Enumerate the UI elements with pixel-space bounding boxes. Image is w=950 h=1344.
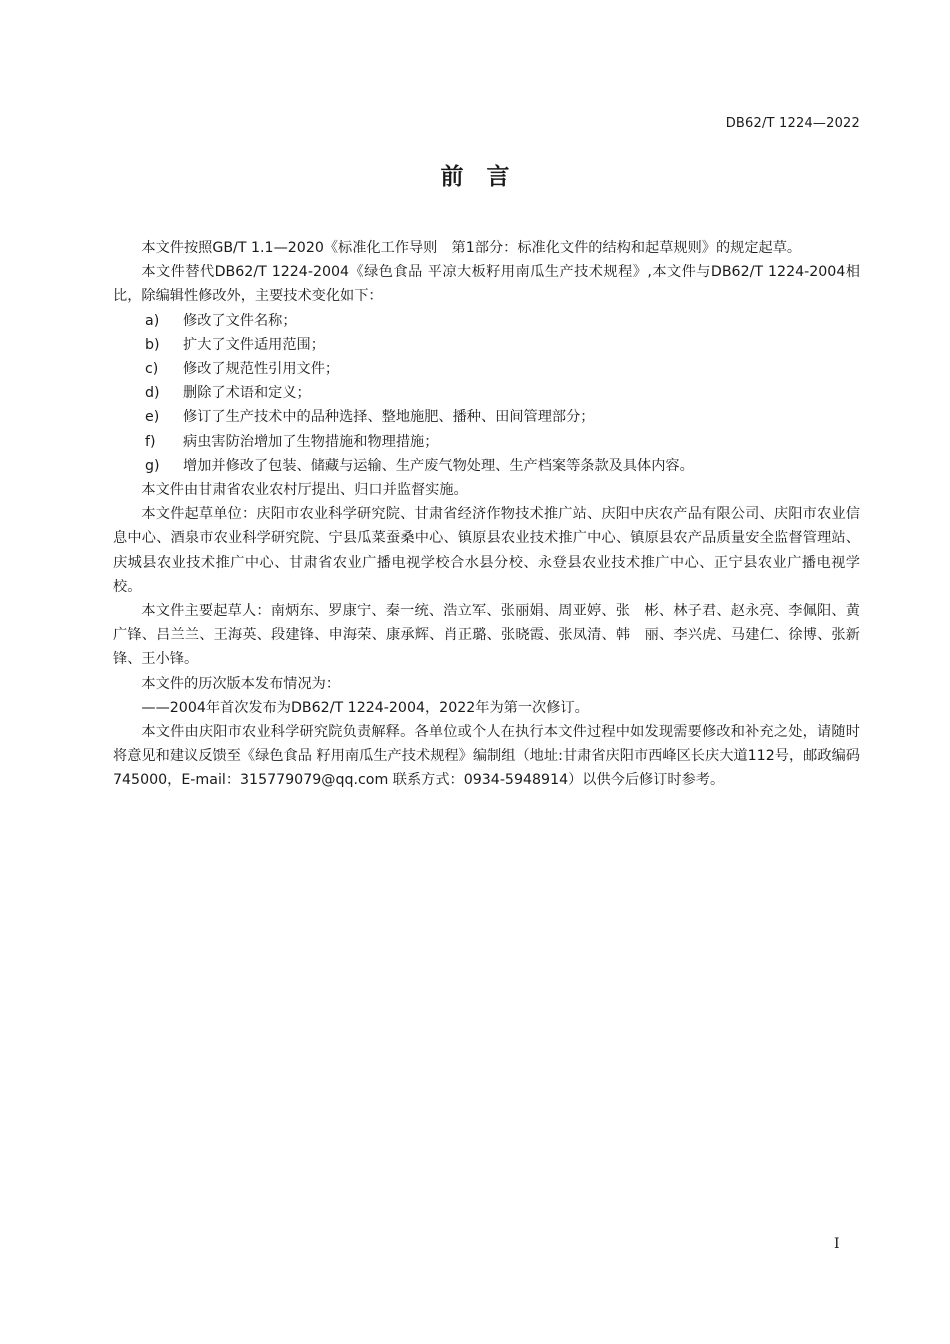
list-marker: a) [145,312,160,329]
list-item-text: 修改了规范性引用文件； [183,361,340,378]
list-marker: b) [145,336,160,353]
paragraph: 本文件由甘肃省农业农村厅提出、归口并监督实施。 [141,482,468,499]
list-item [113,333,860,357]
drafters-paragraph: 本文件主要起草人：南炳东、罗康宁、秦一统、浩立军、张丽娟、周亚婷、张 彬、林子君、赵永亮、李佩阳、黄广锋、吕兰兰、王海英、段建锋、申海荣、康承辉、肖正璐、张晓霞、张凤清、韩 丽、李兴虎、马建仁、徐博、张新锋、王小锋。 [113,603,860,668]
paragraph: 本文件替代DB62/T 1224-2004《绿色食品 平凉大板籽用南瓜生产技术规程》,本文件与DB62/T 1224-2004相比，除编辑性修改外，主要技术变化如下： [113,264,860,305]
paragraph: 本文件的历次版本发布情况为： [141,675,341,692]
document-code: DB62/T 1224—2022 [725,116,860,131]
list-item [113,454,860,478]
contact-paragraph: 本文件由庆阳市农业科学研究院负责解释。各单位或个人在执行本文件过程中如发现需要修改和补充之处，请随时将意见和建议反馈至《绿色食品 籽用南瓜生产技术规程》编制组（地址:甘肃省庆阳市西峰区长庆大道112号，邮政编码 745000，E-mail：315779079@qq.com 联系方式：0934-5948914）以供今后修订时参考。 [113,724,865,789]
list-item-text: 修改了文件名称； [183,312,297,329]
paragraph: 本文件按照GB/T 1.1—2020《标准化工作导则 第1部分：标准化文件的结构和起草规则》的规定起草。 [141,240,802,256]
list-item [113,309,860,333]
foreword-body [113,236,865,793]
drafting-units-paragraph: 本文件起草单位：庆阳市农业科学研究院、甘肃省经济作物技术推广站、庆阳中庆农产品有限公司、庆阳市农业信息中心、酒泉市农业科学研究院、宁县瓜菜蚕桑中心、镇原县农业技术推广中心、镇原县农产品质量安全监督管理站、庆城县农业技术推广中心、甘肃省农业广播电视学校合水县分校、永登县农业技术推广中心、正宁县农业广播电视学校。 [113,506,860,595]
list-item [113,381,860,405]
version-history-item: ——2004年首次发布为DB62/T 1224-2004，2022年为第一次修订。 [141,699,589,716]
list-item-text: 删除了术语和定义； [183,385,311,402]
list-item-text: 病虫害防治增加了生物措施和物理措施； [183,433,439,450]
page-title: 前 言 [440,164,510,190]
list-item-text: 修订了生产技术中的品种选择、整地施肥、播种、田间管理部分； [183,409,595,426]
list-item [113,430,860,454]
page-number: I [834,1236,840,1252]
list-marker: f) [145,433,156,450]
list-marker: c) [145,361,159,378]
list-item [113,405,860,429]
list-item-text: 增加并修改了包装、储藏与运输、生产废气物处理、生产档案等条款及具体内容。 [183,457,694,474]
list-item-text: 扩大了文件适用范围； [183,336,325,353]
list-marker: e) [145,409,160,426]
list-item [113,357,860,381]
list-marker: g) [145,457,160,474]
list-marker: d) [145,385,160,402]
